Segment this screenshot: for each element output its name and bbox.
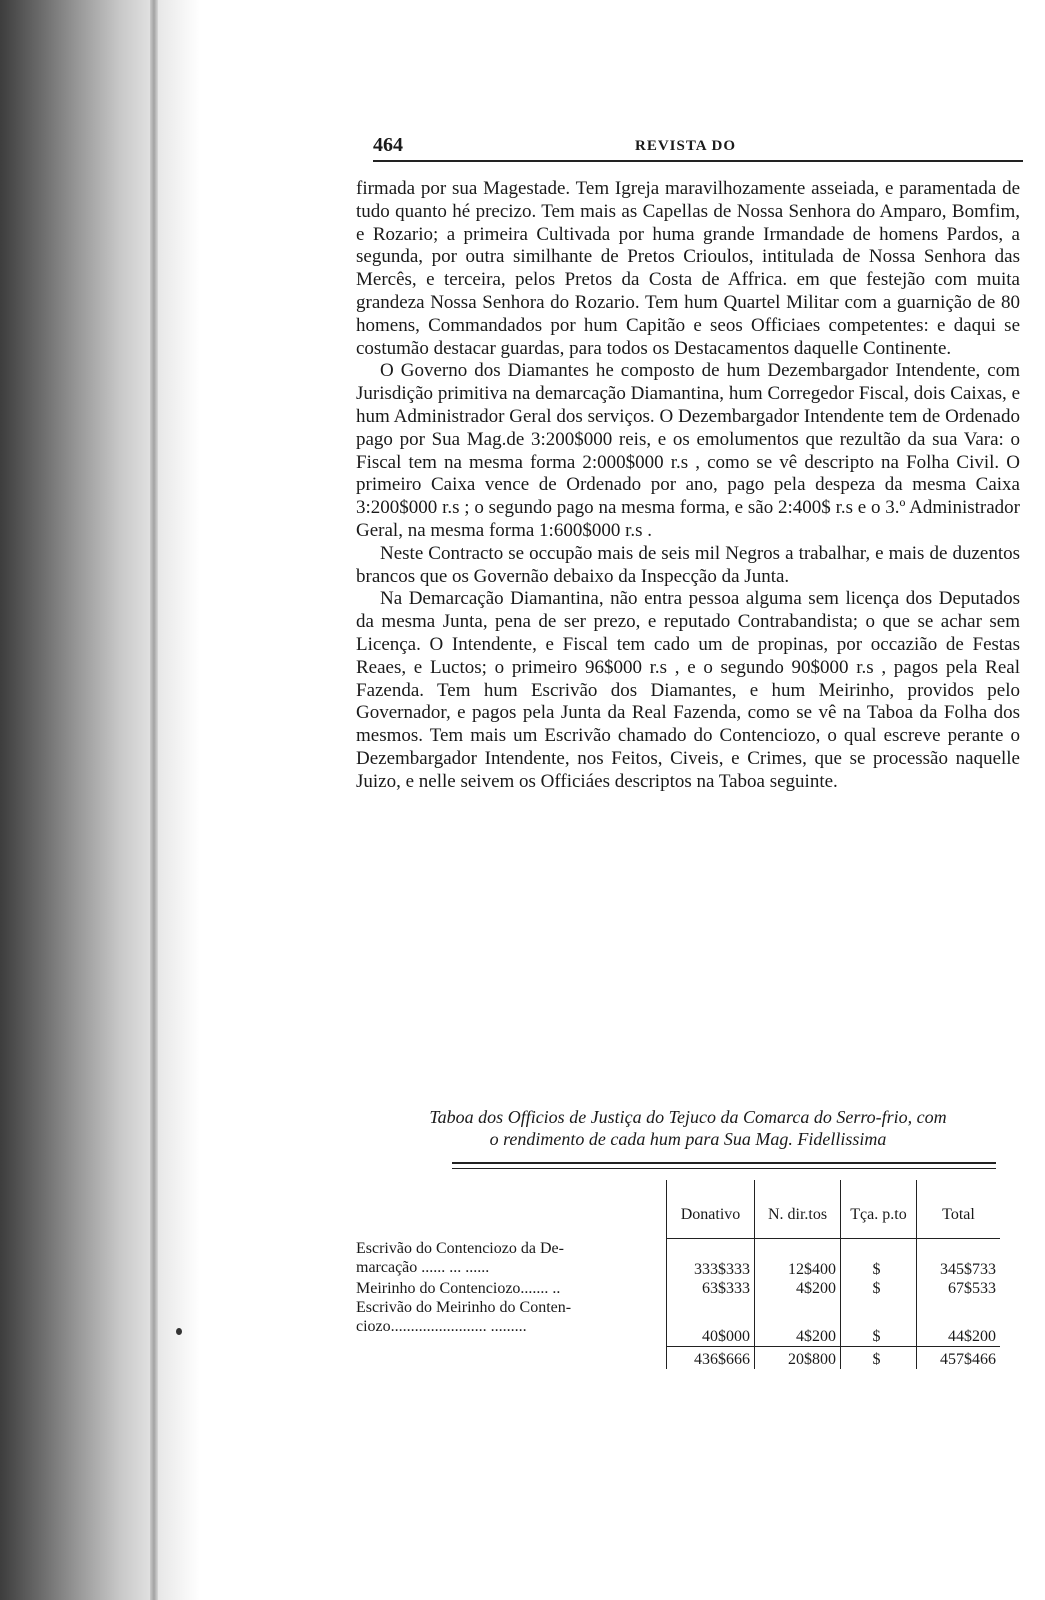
paragraph: Neste Contracto se occupão mais de seis mil Negros a trabalhar, e mais de duzentos brancos que os Governão debaixo da Inspecção da Junta.	[356, 542, 1020, 587]
column-header-total: Total	[916, 1180, 1000, 1238]
body-text	[356, 178, 1020, 794]
terca-value: $	[840, 1298, 916, 1346]
table-header-row	[356, 1180, 1004, 1238]
paragraph: O Governo dos Diamantes he composto de hum Dezembargador Intendente, com Jurisdição primitiva na demarcação Diamantina, hum Corregedor Fiscal, dois Caixas, e hum Administrador Geral dos serviços. O Dezembargador Intendente tem de Ordenado pago por Sua Mag.de 3:200$000 reis, e os emolumentos que rezultão da sua Vara: o Fiscal tem na mesma forma 2:000$000 r.s , como se vê descripto na Folha Civil. O primeiro Caixa vence de Ordenado por ano, pago pela despeza da mesma Caixa 3:200$000 r.s ; o segundo pago na mesma forma, e são 2:400$ r.s e o 3.º Administrador Geral, na mesma forma 1:600$000 r.s .	[356, 360, 1020, 541]
row-description: marcação ...... ... ......	[356, 1259, 490, 1276]
direitos-value: 12$400	[754, 1239, 840, 1279]
book-spine	[150, 0, 158, 1600]
caption-line: Taboa dos Officios de Justiça do Tejuco da Comarca do Serro-frio, com	[429, 1107, 947, 1127]
header-rule	[373, 160, 1023, 162]
table-caption	[356, 1106, 1020, 1150]
terca-value: $	[840, 1239, 916, 1279]
row-description: Escrivão do Contenciozo da De-	[356, 1240, 564, 1257]
row-description: Meirinho do Contenciozo....... ..	[356, 1280, 561, 1297]
grand-total: 457$466	[916, 1347, 1000, 1369]
column-header-terca: Tça. p.to	[840, 1180, 916, 1238]
table-row	[356, 1279, 1004, 1298]
terca-total: $	[840, 1347, 916, 1369]
terca-value: $	[840, 1279, 916, 1298]
row-description: ciozo........................ .........	[356, 1318, 527, 1335]
totals-row	[356, 1347, 1004, 1369]
page-number: 464	[373, 134, 403, 156]
row-description: Escrivão do Meirinho do Conten-	[356, 1299, 572, 1316]
total-value: 345$733	[916, 1239, 1000, 1279]
paragraph: Na Demarcação Diamantina, não entra pessoa alguma sem licença dos Deputados da mesma Junta, pena de ser prezo, e reputado Contrabandista; o que se achar sem Licença. O Intendente, e Fiscal tem cado um de propinas, por occazião de Festas Reaes, e Luctos; o primeiro 96$000 r.s , e o segundo 90$000 r.s , pagos pela Real Fazenda. Tem hum Escrivão dos Diamantes, e hum Meirinho, providos pelo Governador, e pagos pela Junta da Real Fazenda, como se vê na Taboa da Folha dos mesmos. Tem mais um Escrivão chamado do Contenciozo, o qual escreve perante o Dezembargador Intendente, nos Feitos, Civeis, e Crimes, que se processão naquelle Juizo, e nelle seivem os Officiáes descriptos na Taboa seguinte.	[356, 588, 1020, 792]
ink-speck	[176, 1328, 182, 1335]
donativo-value: 333$333	[666, 1239, 754, 1279]
description-header	[356, 1180, 666, 1238]
table-row	[356, 1298, 1004, 1346]
donativo-total: 436$666	[666, 1347, 754, 1369]
running-head: REVISTA DO	[635, 138, 736, 154]
donativo-value: 40$000	[666, 1298, 754, 1346]
table-row	[356, 1239, 1004, 1279]
caption-line: o rendimento de cada hum para Sua Mag. Fidellissima	[489, 1129, 887, 1149]
total-value: 67$533	[916, 1279, 1000, 1298]
donativo-value: 63$333	[666, 1279, 754, 1298]
direitos-total: 20$800	[754, 1347, 840, 1369]
direitos-value: 4$200	[754, 1298, 840, 1346]
total-value: 44$200	[916, 1298, 1000, 1346]
page-header	[373, 134, 1023, 156]
direitos-value: 4$200	[754, 1279, 840, 1298]
column-header-direitos: N. dir.tos	[754, 1180, 840, 1238]
officials-table	[356, 1180, 1004, 1369]
table-top-rule	[452, 1162, 996, 1169]
book-gutter-shadow	[0, 0, 200, 1600]
column-header-donativo: Donativo	[666, 1180, 754, 1238]
paragraph: firmada por sua Magestade. Tem Igreja maravilhozamente asseiada, e paramentada de tudo quanto hé precizo. Tem mais as Capellas de Nossa Senhora do Amparo, Bomfim, e Rozario; a primeira Cultivada por huma grande Irmandade de homens Pardos, a segunda, por outra similhante de Pretos Crioulos, intitulada de Nossa Senhora das Mercês, e terceira, pelos Pretos da Costa de Affrica. em que festejão com muita grandeza Nossa Senhora do Rozario. Tem hum Quartel Militar com a guarnição de 80 homens, Commandados por hum Capitão e seos Officiaes competentes: e daqui se costumão destacar guardas, para todos os Destacamentos daquelle Continente.	[356, 178, 1020, 359]
